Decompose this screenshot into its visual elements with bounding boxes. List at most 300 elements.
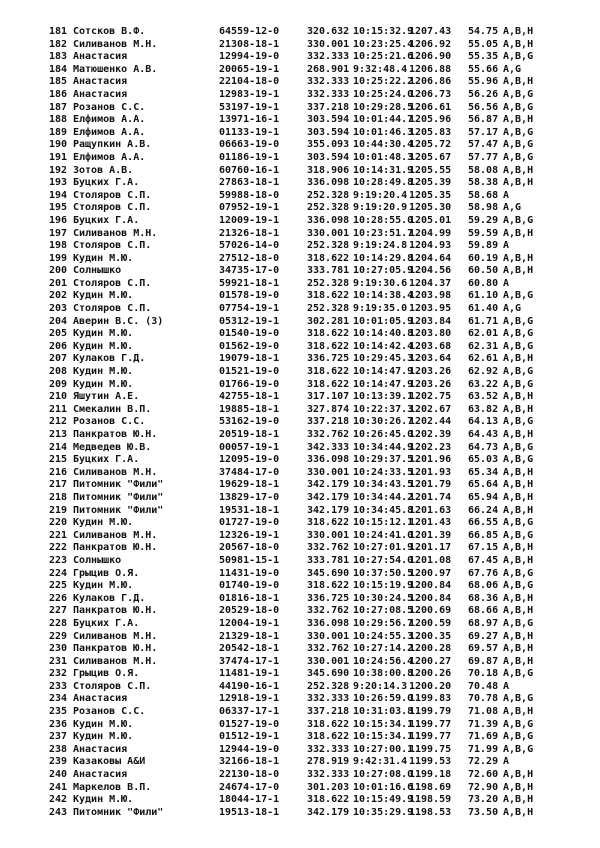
distance: 330.001	[307, 529, 350, 541]
speed: 1205.39	[409, 177, 452, 189]
arrival-time: 10:14:38.4	[353, 290, 414, 302]
fancier-name: Столяров С.П.	[73, 202, 152, 214]
arrival-time: 10:38:00.8	[353, 668, 414, 680]
place-number: 191	[48, 151, 67, 163]
distance: 355.093	[307, 139, 350, 151]
place-number: 236	[48, 718, 67, 730]
place-number: 230	[48, 643, 67, 655]
percent: 69.57	[468, 643, 499, 655]
arrival-time: 10:27:05.9	[353, 265, 414, 277]
speed: 1203.98	[409, 290, 452, 302]
ring-number: 37484-17-0	[219, 466, 280, 478]
arrival-time: 10:44:30.4	[353, 139, 414, 151]
arrival-time: 10:27:54.0	[353, 554, 414, 566]
fancier-name: Кудин М.Ю.	[73, 731, 134, 743]
percent: 56.56	[468, 101, 499, 113]
distance: 332.333	[307, 693, 350, 705]
fancier-name: Панкратов Ю.Н.	[73, 643, 158, 655]
classes: A,B,G	[503, 151, 534, 163]
place-number: 182	[48, 38, 67, 50]
classes: A,B,H	[503, 403, 534, 415]
arrival-time: 10:30:24.5	[353, 592, 414, 604]
fancier-name: Анастасия	[73, 88, 128, 100]
speed: 1200.27	[409, 655, 452, 667]
place-number: 198	[48, 240, 67, 252]
speed: 1201.39	[409, 529, 452, 541]
percent: 68.66	[468, 605, 499, 617]
classes: A,B,G	[503, 51, 534, 63]
speed: 1203.84	[409, 315, 452, 327]
arrival-time: 10:29:56.7	[353, 617, 414, 629]
ring-number: 11431-19-0	[219, 567, 280, 579]
distance: 303.594	[307, 126, 350, 138]
speed: 1201.08	[409, 554, 452, 566]
classes: A,B,H	[503, 605, 534, 617]
ring-number: 01727-19-0	[219, 517, 280, 529]
distance: 332.762	[307, 605, 350, 617]
classes: A,B,H	[503, 265, 534, 277]
percent: 62.61	[468, 353, 499, 365]
speed: 1202.75	[409, 391, 452, 403]
fancier-name: Панкратов Ю.Н.	[73, 429, 158, 440]
ring-number: 12944-19-0	[219, 743, 280, 755]
ring-number: 53162-19-0	[219, 416, 280, 428]
distance: 337.218	[307, 706, 350, 718]
classes: A,B,H	[503, 554, 534, 566]
percent: 70.48	[468, 680, 499, 692]
speed: 1199.77	[409, 731, 452, 743]
percent: 60.50	[468, 265, 499, 277]
ring-number: 20065-19-1	[219, 63, 280, 75]
speed: 1203.26	[409, 378, 452, 390]
classes: A,B,H	[503, 794, 534, 806]
classes: A,B,H	[503, 630, 534, 642]
fancier-name: Панкратов Ю.Н.	[73, 542, 158, 554]
percent: 61.71	[468, 315, 499, 327]
ring-number: 59988-18-0	[219, 189, 280, 201]
ring-number: 07754-19-1	[219, 303, 280, 315]
percent: 66.24	[468, 504, 499, 516]
distance: 332.333	[307, 743, 350, 755]
distance: 318.622	[307, 340, 350, 352]
ring-number: 19885-18-1	[219, 403, 280, 415]
ring-number: 11481-19-1	[219, 668, 280, 680]
place-number: 204	[48, 315, 67, 327]
fancier-name: Грыцив О.Я.	[73, 567, 140, 579]
place-number: 194	[48, 189, 67, 201]
arrival-time: 9:19:20.9	[353, 202, 408, 214]
speed: 1201.74	[409, 491, 452, 503]
distance: 301.203	[307, 781, 350, 793]
classes: A,B,H	[503, 806, 534, 818]
place-number: 203	[48, 303, 67, 315]
place-number: 218	[48, 491, 67, 503]
speed: 1203.64	[409, 353, 452, 365]
arrival-time: 10:15:19.9	[353, 580, 414, 592]
ring-number: 20519-18-1	[219, 429, 280, 440]
arrival-time: 10:14:31.9	[353, 164, 414, 176]
ring-number: 05312-19-1	[219, 315, 280, 327]
arrival-time: 9:19:20.4	[353, 189, 408, 201]
fancier-name: Кудин М.Ю.	[73, 580, 134, 592]
classes: A,B,H	[503, 479, 534, 491]
speed: 1200.35	[409, 630, 452, 642]
percent: 62.01	[468, 328, 499, 340]
fancier-name: Кудин М.Ю.	[73, 718, 134, 730]
ring-number: 34735-17-0	[219, 265, 280, 277]
distance: 317.107	[307, 391, 350, 403]
fancier-name: Буцких Г.А.	[73, 177, 140, 189]
percent: 58.08	[468, 164, 499, 176]
percent: 59.29	[468, 214, 499, 226]
speed: 1204.93	[409, 240, 452, 252]
place-number: 193	[48, 177, 67, 189]
distance: 318.622	[307, 794, 350, 806]
distance: 336.098	[307, 617, 350, 629]
classes: A,B,G	[503, 529, 534, 541]
fancier-name: Яшутин А.Е.	[73, 391, 140, 403]
place-number: 238	[48, 743, 67, 755]
percent: 62.92	[468, 366, 499, 378]
fancier-name: Столяров С.П.	[73, 240, 152, 252]
arrival-time: 10:14:42.4	[353, 340, 414, 352]
fancier-name: Солнышко	[73, 554, 122, 566]
classes: A,B,G	[503, 328, 534, 340]
speed: 1205.83	[409, 126, 452, 138]
distance: 252.328	[307, 189, 350, 201]
distance: 336.098	[307, 454, 350, 466]
arrival-time: 10:15:32.9	[353, 26, 414, 37]
speed: 1202.23	[409, 441, 452, 453]
distance: 318.622	[307, 580, 350, 592]
percent: 72.60	[468, 769, 499, 781]
classes: A,B,H	[503, 38, 534, 50]
percent: 70.78	[468, 693, 499, 705]
fancier-name: Панкратов Ю.Н.	[73, 605, 158, 617]
distance: 332.333	[307, 76, 350, 88]
arrival-time: 10:24:41.0	[353, 529, 414, 541]
place-number: 186	[48, 88, 67, 100]
ring-number: 06337-17-1	[219, 706, 280, 718]
fancier-name: Питомник "Фили"	[73, 491, 164, 503]
classes: A	[503, 680, 510, 692]
fancier-name: Силиванов М.Н.	[73, 655, 158, 667]
speed: 1201.96	[409, 454, 452, 466]
arrival-time: 10:34:43.5	[353, 479, 414, 491]
classes: A,B,G	[503, 378, 534, 390]
ring-number: 59921-18-1	[219, 277, 280, 289]
speed: 1201.17	[409, 542, 452, 554]
arrival-time: 10:29:45.3	[353, 353, 414, 365]
classes: A,B,H	[503, 26, 534, 37]
classes: A,B,G	[503, 668, 534, 680]
distance: 330.001	[307, 630, 350, 642]
ring-number: 24674-17-0	[219, 781, 280, 793]
percent: 58.38	[468, 177, 499, 189]
percent: 61.40	[468, 303, 499, 315]
percent: 55.96	[468, 76, 499, 88]
ring-number: 21329-18-1	[219, 630, 280, 642]
percent: 67.45	[468, 554, 499, 566]
classes: A,B,G	[503, 731, 534, 743]
percent: 66.55	[468, 517, 499, 529]
percent: 60.19	[468, 252, 499, 264]
classes: A,B,G	[503, 718, 534, 730]
distance: 268.901	[307, 63, 350, 75]
speed: 1198.69	[409, 781, 452, 793]
speed: 1207.43	[409, 26, 452, 37]
distance: 320.632	[307, 26, 350, 37]
arrival-time: 10:35:29.9	[353, 806, 414, 818]
fancier-name: Буцких Г.А.	[73, 214, 140, 226]
classes: A,B,G	[503, 290, 534, 302]
place-number: 206	[48, 340, 67, 352]
place-number: 192	[48, 164, 67, 176]
ring-number: 12004-19-1	[219, 617, 280, 629]
fancier-name: Питомник "Фили"	[73, 806, 164, 818]
place-number: 213	[48, 429, 67, 440]
ring-number: 01186-19-1	[219, 151, 280, 163]
place-number: 240	[48, 769, 67, 781]
arrival-time: 10:24:56.4	[353, 655, 414, 667]
fancier-name: Столяров С.П.	[73, 277, 152, 289]
ring-number: 07952-19-1	[219, 202, 280, 214]
speed: 1200.20	[409, 680, 452, 692]
speed: 1203.68	[409, 340, 452, 352]
classes: A,B,H	[503, 353, 534, 365]
place-number: 187	[48, 101, 67, 113]
percent: 65.34	[468, 466, 499, 478]
ring-number: 01766-19-0	[219, 378, 280, 390]
place-number: 242	[48, 794, 67, 806]
speed: 1203.80	[409, 328, 452, 340]
classes: A,B,G	[503, 580, 534, 592]
distance: 333.781	[307, 554, 350, 566]
classes: A,B,H	[503, 655, 534, 667]
fancier-name: Казаковы А&И	[73, 756, 146, 768]
fancier-name: Силиванов М.Н.	[73, 38, 158, 50]
place-number: 243	[48, 806, 67, 818]
arrival-time: 10:25:22.2	[353, 76, 414, 88]
arrival-time: 9:32:48.4	[353, 63, 408, 75]
speed: 1204.64	[409, 252, 452, 264]
percent: 68.06	[468, 580, 499, 592]
fancier-name: Кудин М.Ю.	[73, 517, 134, 529]
distance: 252.328	[307, 303, 350, 315]
place-number: 232	[48, 668, 67, 680]
ring-number: 22104-18-0	[219, 76, 280, 88]
speed: 1205.01	[409, 214, 452, 226]
percent: 72.29	[468, 756, 499, 768]
classes: A,B,H	[503, 781, 534, 793]
percent: 57.47	[468, 139, 499, 151]
distance: 345.690	[307, 668, 350, 680]
speed: 1200.69	[409, 605, 452, 617]
fancier-name: Аверин В.С. (3)	[73, 315, 164, 327]
speed: 1200.84	[409, 592, 452, 604]
classes: A,B,H	[503, 227, 534, 239]
arrival-time: 10:22:37.3	[353, 403, 414, 415]
percent: 59.89	[468, 240, 499, 252]
ring-number: 20567-18-0	[219, 542, 280, 554]
classes: A,G	[503, 303, 522, 315]
classes: A,B,G	[503, 366, 534, 378]
classes: A	[503, 189, 510, 201]
distance: 252.328	[307, 202, 350, 214]
ring-number: 01816-18-1	[219, 592, 280, 604]
distance: 332.762	[307, 429, 350, 440]
fancier-name: Матюшенко А.В.	[73, 63, 158, 75]
place-number: 237	[48, 731, 67, 743]
arrival-time: 10:27:08.5	[353, 605, 414, 617]
arrival-time: 10:01:05.9	[353, 315, 414, 327]
arrival-time: 10:27:08.0	[353, 769, 414, 781]
fancier-name: Буцких Г.А.	[73, 617, 140, 629]
speed: 1199.18	[409, 769, 452, 781]
classes: A,B,H	[503, 769, 534, 781]
classes: A,B,H	[503, 491, 534, 503]
ring-number: 01521-19-0	[219, 366, 280, 378]
arrival-time: 9:20:14.3	[353, 680, 408, 692]
speed: 1204.99	[409, 227, 452, 239]
fancier-name: Анастасия	[73, 51, 128, 63]
ring-number: 12983-19-1	[219, 88, 280, 100]
place-number: 188	[48, 114, 67, 126]
speed: 1203.95	[409, 303, 452, 315]
arrival-time: 10:25:21.6	[353, 51, 414, 63]
speed: 1200.97	[409, 567, 452, 579]
speed: 1202.39	[409, 429, 452, 440]
place-number: 184	[48, 63, 67, 75]
classes: A,B,G	[503, 416, 534, 428]
classes: A,B,H	[503, 391, 534, 403]
place-number: 181	[48, 26, 67, 37]
classes: A,G	[503, 202, 522, 214]
speed: 1205.67	[409, 151, 452, 163]
speed: 1201.93	[409, 466, 452, 478]
classes: A,B,H	[503, 706, 534, 718]
percent: 67.15	[468, 542, 499, 554]
fancier-name: Розанов С.С.	[73, 706, 146, 718]
distance: 318.622	[307, 290, 350, 302]
distance: 330.001	[307, 655, 350, 667]
distance: 327.874	[307, 403, 350, 415]
classes: A,B,G	[503, 101, 534, 113]
distance: 332.333	[307, 51, 350, 63]
fancier-name: Елфимов А.А.	[73, 126, 146, 138]
ring-number: 60760-16-1	[219, 164, 280, 176]
percent: 68.36	[468, 592, 499, 604]
ring-number: 00057-19-1	[219, 441, 280, 453]
classes: A,B,H	[503, 114, 534, 126]
place-number: 200	[48, 265, 67, 277]
fancier-name: Сотсков В.Ф.	[73, 26, 146, 37]
arrival-time: 10:29:28.5	[353, 101, 414, 113]
ring-number: 12095-19-0	[219, 454, 280, 466]
ring-number: 18044-17-1	[219, 794, 280, 806]
arrival-time: 9:19:24.8	[353, 240, 408, 252]
ring-number: 27512-18-0	[219, 252, 280, 264]
ring-number: 64559-12-0	[219, 26, 280, 37]
ring-number: 12994-19-0	[219, 51, 280, 63]
fancier-name: Кудин М.Ю.	[73, 794, 134, 806]
speed: 1198.53	[409, 806, 452, 818]
arrival-time: 10:15:12.1	[353, 517, 414, 529]
percent: 70.18	[468, 668, 499, 680]
place-number: 209	[48, 378, 67, 390]
fancier-name: Солнышко	[73, 265, 122, 277]
ring-number: 01133-19-1	[219, 126, 280, 138]
classes: A,B,G	[503, 88, 534, 100]
distance: 336.098	[307, 214, 350, 226]
ring-number: 06663-19-0	[219, 139, 280, 151]
ring-number: 01512-19-1	[219, 731, 280, 743]
distance: 337.218	[307, 101, 350, 113]
classes: A,B,H	[503, 592, 534, 604]
percent: 64.13	[468, 416, 499, 428]
percent: 69.87	[468, 655, 499, 667]
percent: 69.27	[468, 630, 499, 642]
fancier-name: Кулаков Г.Д.	[73, 592, 146, 604]
fancier-name: Кудин М.Ю.	[73, 252, 134, 264]
fancier-name: Столяров С.П.	[73, 680, 152, 692]
place-number: 189	[48, 126, 67, 138]
fancier-name: Кудин М.Ю.	[73, 290, 134, 302]
ring-number: 42755-18-1	[219, 391, 280, 403]
place-number: 185	[48, 76, 67, 88]
arrival-time: 9:42:31.4	[353, 756, 408, 768]
speed: 1206.73	[409, 88, 452, 100]
percent: 73.50	[468, 806, 499, 818]
classes: A,B,G	[503, 214, 534, 226]
arrival-time: 10:26:45.0	[353, 429, 414, 440]
ring-number: 12918-19-1	[219, 693, 280, 705]
speed: 1200.28	[409, 643, 452, 655]
ring-number: 01562-19-0	[219, 340, 280, 352]
fancier-name: Анастасия	[73, 769, 128, 781]
speed: 1199.79	[409, 706, 452, 718]
classes: A,B,G	[503, 517, 534, 529]
speed: 1206.90	[409, 51, 452, 63]
distance: 318.622	[307, 718, 350, 730]
percent: 56.26	[468, 88, 499, 100]
ring-number: 19629-18-1	[219, 479, 280, 491]
percent: 65.03	[468, 454, 499, 466]
arrival-time: 10:15:49.9	[353, 794, 414, 806]
fancier-name: Столяров С.П.	[73, 189, 152, 201]
speed: 1202.44	[409, 416, 452, 428]
percent: 58.98	[468, 202, 499, 214]
percent: 68.97	[468, 617, 499, 629]
percent: 57.77	[468, 151, 499, 163]
arrival-time: 10:01:46.3	[353, 126, 414, 138]
percent: 65.94	[468, 491, 499, 503]
place-number: 228	[48, 617, 67, 629]
place-number: 212	[48, 416, 67, 428]
speed: 1201.63	[409, 504, 452, 516]
percent: 64.73	[468, 441, 499, 453]
speed: 1205.30	[409, 202, 452, 214]
arrival-time: 10:15:34.1	[353, 731, 414, 743]
speed: 1199.75	[409, 743, 452, 755]
ring-number: 13829-17-0	[219, 491, 280, 503]
percent: 61.10	[468, 290, 499, 302]
arrival-time: 10:28:55.0	[353, 214, 414, 226]
classes: A,B,G	[503, 441, 534, 453]
ring-number: 22130-18-0	[219, 769, 280, 781]
fancier-name: Буцких Г.А.	[73, 454, 140, 466]
percent: 63.82	[468, 403, 499, 415]
